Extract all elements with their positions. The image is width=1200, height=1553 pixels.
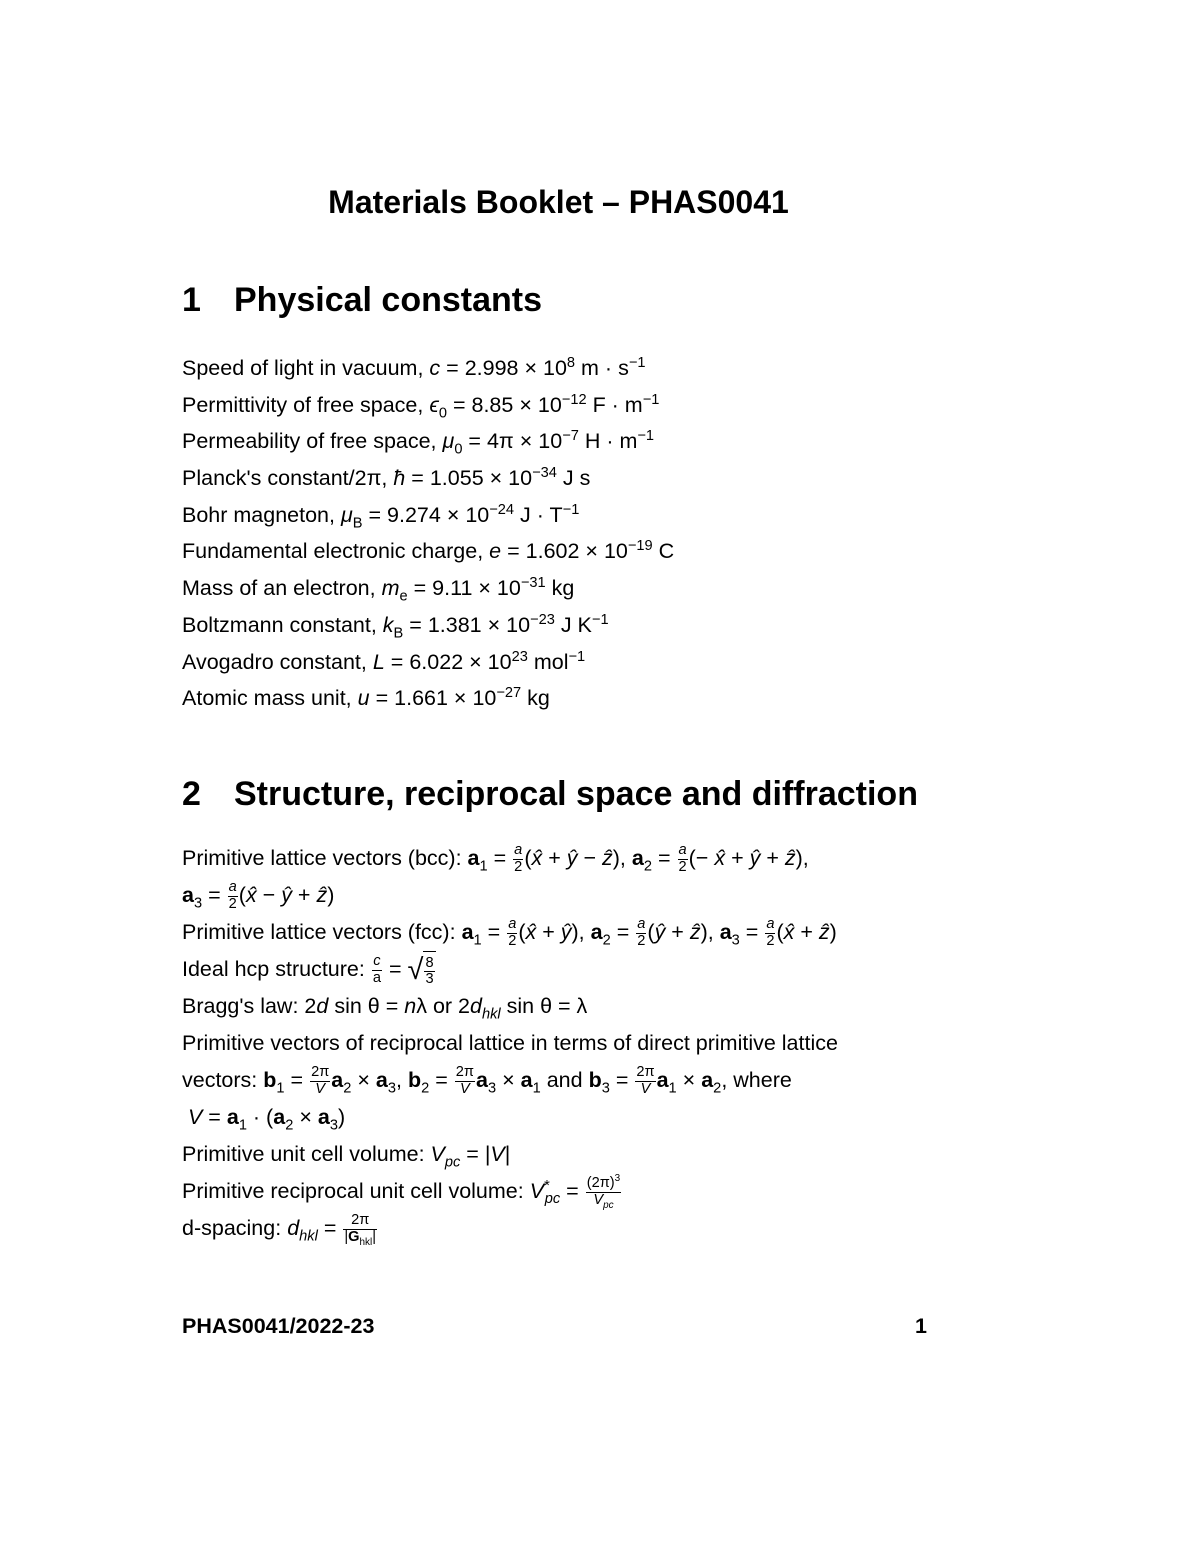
constant-value: 1.661 [394, 686, 448, 711]
constant-unit-exponent: −1 [642, 391, 660, 408]
section-title: Structure, reciprocal space and diffraction [234, 775, 918, 813]
constant-symbol: m [381, 576, 400, 601]
constant-value: 2.998 [464, 356, 519, 380]
constant-symbol: ħ [393, 466, 406, 491]
formula-line-reciprocal-text: Primitive vectors of reciprocal lattice in terms of direct primitive lattice [182, 1031, 838, 1055]
constant-symbol: c [429, 356, 441, 380]
formula-line-dspacing: d-spacing: $d_{hkl}$ = $\frac{2\pi}{|G_{hkl}|}$ [182, 1212, 377, 1248]
constant-symbol: ϵ [429, 392, 439, 417]
constant-unit: J K [560, 612, 592, 637]
constant-unit: J · T [520, 502, 563, 527]
constant-row: Bohr magneton, $\mu_B = 9.274 \times 10^{-24}$ $J \cdot T^{-1}$ [182, 501, 580, 532]
constant-label: Planck's constant/2π, [182, 466, 388, 491]
constant-unit: F · m [592, 392, 643, 417]
constant-symbol-subscript: B [352, 515, 363, 532]
document-title: Materials Booklet – PHAS0041 [328, 184, 789, 220]
constant-unit: J s [562, 466, 591, 491]
constant-symbol: u [357, 686, 370, 711]
constant-exponent: −19 [627, 538, 653, 555]
constant-unit-exponent: −1 [562, 501, 580, 518]
constant-row: Fundamental electronic charge, $e = 1.602 \times 10^{-19}$ C [182, 538, 675, 564]
constant-label: Avogadro constant, [182, 649, 367, 674]
section-title: Physical constants [234, 281, 543, 319]
constant-value: 6.022 [409, 649, 464, 674]
constant-value: 9.11 [432, 576, 473, 601]
footer-course-code: PHAS0041/2022-23 [182, 1314, 375, 1338]
formula-line-fcc: Primitive lattice vectors (fcc): $a_1$ = $\frac{a}{2}$ (x̂ + ŷ), $a_2$ = $\frac{a}{2}$ (ŷ + ẑ), $a_3$ = $\frac{a}{2}$ (x̂ + ẑ) [182, 916, 837, 949]
constant-unit: m · s [581, 356, 629, 380]
constant-value: 8.85 [471, 392, 514, 417]
structure-formulas-list [182, 840, 838, 1247]
formula-line-hcp: Ideal hcp structure: $\frac{c}{a}$ = √ $\frac{8}{3}$ [182, 951, 838, 988]
constant-label: Fundamental electronic charge, [182, 539, 484, 564]
constant-exponent: −24 [489, 501, 515, 518]
constant-exponent: −7 [562, 428, 579, 445]
constant-row: Permeability of free space, $\mu_0 = 4\pi \times 10^{-7}$ $H \cdot m^{-1}$ [182, 428, 655, 458]
constant-unit: C [658, 539, 675, 564]
formula-line-bragg: Bragg's law: 2d sin θ = nλ or $2d_{hkl}$ sin θ = λ [182, 994, 588, 1023]
constant-symbol: L [372, 649, 385, 674]
constant-label: Speed of light in vacuum, [182, 356, 424, 380]
constant-symbol: k [382, 612, 394, 637]
constant-symbol: μ [340, 502, 353, 527]
constant-symbol: μ [442, 429, 455, 454]
section-number: 1 [182, 281, 201, 319]
constant-unit: mol [533, 649, 569, 674]
formula-line-bcc: Primitive lattice vectors (bcc): $a_1$ = $\frac{a}{2}$ (x̂ + ŷ − ẑ), $a_2$ = $\frac{a}{2}$ (− x̂ + ŷ + ẑ), [182, 842, 809, 875]
constant-exponent: −27 [496, 685, 522, 702]
constant-row: Mass of an electron, $m_e = 9.11 \times 10^{-31}$ kg [182, 574, 575, 605]
constant-symbol-subscript: 0 [438, 404, 447, 421]
section-number: 2 [182, 775, 201, 813]
constant-exponent: −34 [532, 464, 557, 481]
formula-line-bcc-a3: $a_3$ = $\frac{a}{2}$ (x̂ − ŷ + ẑ) [182, 879, 335, 912]
constant-symbol-subscript: B [393, 625, 404, 642]
constant-row: Avogadro constant, $L = 6.022 \times 10^{23}$ mol$^{-1}$ [182, 648, 586, 674]
section-heading-structure [182, 774, 918, 814]
constant-symbol-subscript: e [399, 588, 408, 605]
constant-row: Speed of light in vacuum, $c = 2.998 \times 10^8$ $m \cdot s^{-1}$ [182, 354, 646, 380]
constant-unit: kg [551, 576, 575, 601]
constant-unit-exponent: −1 [568, 648, 586, 665]
constant-label: Boltzmann constant, [182, 612, 377, 637]
constant-unit: kg [527, 686, 550, 711]
constant-value: 1.602 [525, 539, 580, 564]
constant-row: Planck's constant/2π, ħ = $1.055 \times 10^{-34}$ J s [182, 464, 591, 491]
constant-label: Bohr magneton, [182, 502, 335, 527]
constants-list [182, 350, 674, 717]
constant-value: 1.055 [429, 466, 484, 491]
constant-value: 1.381 [427, 612, 482, 637]
constant-unit-exponent: −1 [628, 354, 646, 371]
constant-value: 9.274 [387, 502, 441, 527]
constant-exponent: −23 [530, 611, 555, 628]
constant-label: Mass of an electron, [182, 576, 376, 601]
constant-exponent: −12 [561, 391, 587, 408]
section-heading-physical-constants [182, 280, 542, 320]
formula-line-volume-def: $V = a_1 \cdot (a_2 \times a_3)$ [187, 1105, 346, 1134]
constant-label: Atomic mass unit, [182, 686, 352, 711]
constant-value: 4π [486, 429, 514, 454]
formula-line-cell-volume: Primitive unit cell volume: $V_{pc} = |V|$ [182, 1142, 511, 1171]
constant-unit: H · m [584, 429, 638, 454]
constant-row: Atomic mass unit, $u = 1.661 \times 10^{-27}$ kg [182, 685, 550, 711]
constant-symbol: e [489, 539, 502, 564]
formula-line-reciprocal-vectors: vectors: $b_1$ = $\frac{2\pi}{V}$ $a_2 \times a_3$, $b_2$ = $\frac{2\pi}{V}$ $a_3 \times a_1$ and $b_3$ = $\frac{2\pi}{V}$ $a_1 \times a_2$, where [182, 1064, 792, 1097]
constant-label: Permittivity of free space, [182, 392, 424, 417]
constant-unit-exponent: −1 [591, 611, 609, 628]
formula-line-recip-cell-volume: Primitive reciprocal unit cell volume: $V^*_{pc}$ = $\frac{(2\pi)^3}{V_{pc}}$ [182, 1173, 621, 1211]
constant-row: Boltzmann constant, $k_B = 1.381 \times 10^{-23}$ J $K^{-1}$ [182, 611, 609, 642]
constant-exponent: 23 [511, 648, 528, 665]
constant-row: Permittivity of free space, $\epsilon_0 = 8.85 \times 10^{-12}$ $F \cdot m^{-1}$ [182, 391, 660, 421]
footer-page-number: 1 [915, 1314, 927, 1338]
constant-label: Permeability of free space, [182, 429, 437, 454]
constant-exponent: −31 [520, 574, 546, 591]
constant-unit-exponent: −1 [637, 428, 655, 445]
constant-exponent: 8 [566, 354, 576, 371]
constant-symbol-subscript: 0 [454, 441, 463, 458]
